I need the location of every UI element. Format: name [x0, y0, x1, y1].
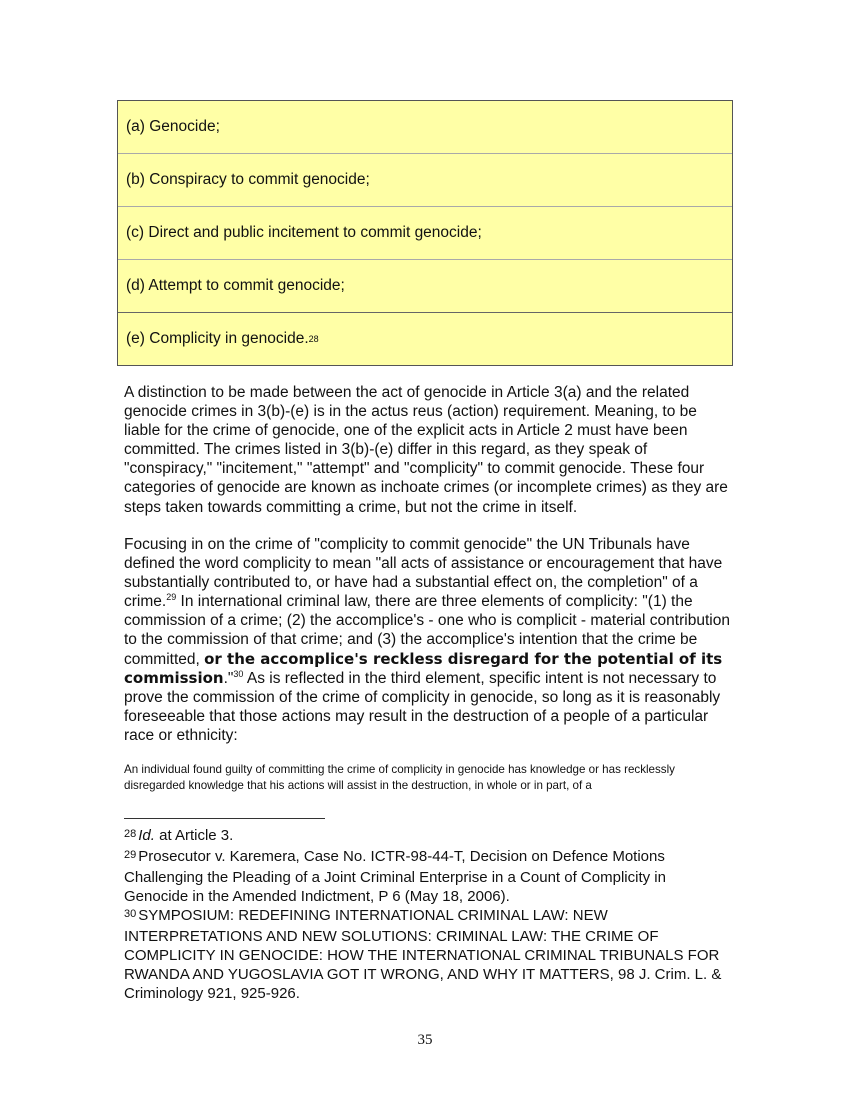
footnote-28 — [124, 826, 734, 847]
para-text: As is reflected in the third element, specific intent is not necessary to prove the commission of the crime of complicity in genocide, so long as it is reasonably foreseeable that those actions may result in the destruction of a people of a particular race or ethnicity: — [124, 669, 721, 744]
list-item — [118, 101, 732, 154]
footnote-ref-30[interactable]: 30 — [233, 668, 244, 679]
footnote-30 — [124, 906, 734, 1003]
body-paragraph-complicity — [124, 535, 730, 745]
footnote-ref-29[interactable]: 29 — [166, 592, 177, 603]
footnote-number: 29 — [124, 849, 137, 861]
page-number: 35 — [417, 1032, 433, 1048]
footnote-number: 30 — [124, 908, 137, 920]
footnote-text: SYMPOSIUM: REDEFINING INTERNATIONAL CRIMINAL LAW: NEW INTERPRETATIONS AND NEW SOLUTIONS: CRIMINAL LAW: THE CRIME OF COMPLICITY IN GENOCIDE: HOW THE INTERNATIONAL CRIMINAL TRIBUNALS FOR RWANDA AND YUGOSLAVIA GOT IT WRONG, AND WHY IT MATTERS, 98 J. Crim. L. & Criminology 921, 925-926. — [124, 907, 722, 1002]
para-text: Focusing in on the crime of "complicity to commit genocide" the UN Tribunals have defined the word complicity to mean "all acts of assistance or encouragement that have substantially contributed to, or have had a substantial effect on, the completion" of a crime. — [124, 536, 723, 611]
footnote-divider — [124, 818, 325, 819]
emphasized-text: or the accomplice's reckless disregard for the potential of its commission — [124, 649, 723, 687]
footnote-text: Prosecutor v. Karemera, Case No. ICTR-98-44-T, Decision on Defence Motions Challenging the Pleading of a Joint Criminal Enterprise in a Count of Complicity in Genocide in the Amended Indictment, P 6 (May 18, 2006). — [124, 848, 666, 905]
footnote-text: at Article 3. — [154, 827, 234, 844]
footnote-italic: Id. — [138, 827, 155, 844]
para-text: ." — [223, 669, 234, 687]
list-item-text: (e) Complicity in genocide. — [126, 330, 309, 347]
footnote-number: 28 — [124, 828, 137, 840]
list-item — [118, 207, 732, 260]
block-quote: An individual found guilty of committing the crime of complicity in genocide has knowledge or has recklessly disregarded knowledge that his actions will assist in the destruction, in whole or in part, of a — [124, 763, 675, 792]
list-item — [118, 154, 732, 207]
body-paragraph-distinction: A distinction to be made between the act of genocide in Article 3(a) and the related genocide crimes in 3(b)-(e) is in the actus reus (action) requirement. Meaning, to be liable for the crime of genocide, one of the explicit acts in Article 2 must have been committed. The crimes listed in 3(b)-(e) differ in this regard, as they speak of "conspiracy," "incitement," "attempt" and "complicity" to commit genocide. These four categories of genocide are known as inchoate crimes (or incomplete crimes) as they are steps taken towards committing a crime, but not the crime in itself. — [124, 384, 728, 516]
footnotes — [124, 826, 734, 1003]
para-text: In international criminal law, there are three elements of complicity: "(1) the commission of a crime; (2) the accomplice's - one who is complicit - material contribution to the commission of that crime; and (3) the accomplice's intention that the crime be committed, — [124, 593, 730, 668]
list-item-text: (b) Conspiracy to commit genocide; — [126, 171, 370, 188]
genocide-acts-list — [117, 100, 733, 366]
list-item: (e) Complicity in genocide. 28 — [126, 330, 319, 347]
list-item — [118, 260, 732, 313]
list-item-text: (c) Direct and public incitement to commit genocide; — [126, 224, 482, 241]
list-item-text: (d) Attempt to commit genocide; — [126, 277, 345, 294]
footnote-29 — [124, 847, 734, 906]
list-item-text: (a) Genocide; — [126, 118, 220, 135]
